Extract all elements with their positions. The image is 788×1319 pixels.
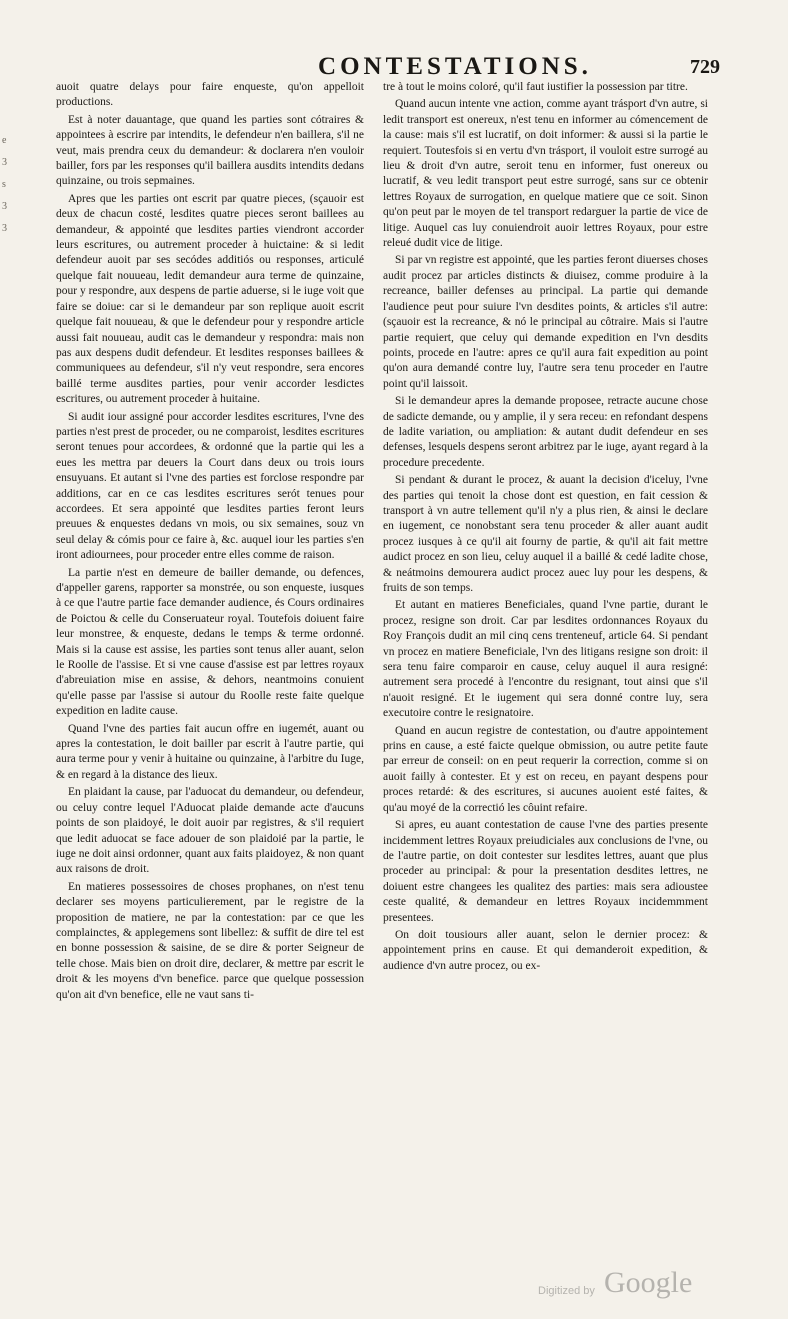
paragraph: La partie n'est en demeure de bailler demande, ou defences, d'appeller garens, rapporter sa monstrée, ou son enqueste, iusques à ce que l'autre partie face demander audience, és Cours ordinaires de Poictou & celle du Conseruateur royal. Toutefois doiuent faire leur monstree, & enqueste, dedans le temps & terme ordonné. Mais si la cause est assise, les parties sont tenus aller auant, selon le Roolle de l'assise. Et si vne cause d'assise est par lettres royaux d'abreuiation mise en assise, & dehors, neantmoins conuient qu'elle passe par l'assise si autour du Roolle reste faite quelque expedition en ladite cause.: [56, 566, 364, 718]
paragraph: auoit quatre delays pour faire enqueste, qu'on appelloit productions.: [56, 81, 364, 109]
right-column: [383, 80, 708, 976]
digitized-watermark: [538, 1266, 708, 1306]
paragraph: En matieres possessoires de choses prophanes, on n'est tenu declarer ses moyens particulierement, par le registre de la proposition de matiere, ne par la contestation: par ce que les complainctes, & applegemens sont libellez: & suffit de dire tel est en bonne possession & saisine, de se dire & porter Seigneur de telle chose. Mais bien on droit dire, declarer, & mettre par escrit le droit & les moyens d'vn benefice. parce que quelque possession qu'on ait d'vn benefice, elle ne vaut sans ti-: [56, 880, 364, 1001]
paragraph: Si par vn registre est appointé, que les parties feront diuerses choses audit procez par articles distincts & diuisez, comme produire à la recreance, bailler defenses au principal. La partie qui demande l'audience peut pour suiure l'vn desdites points, & articles s'il autre: (sçauoir est la recreance, & nó le principal au côtraire. Mais si l'autre partie requiert, que celuy qui demande expedition en l'vn desdits points, procede en l'autre: apres ce qu'il aura fait expedition au point qu'on aura demandé contre luy, l'autre sera tenu proceder en l'autre point qu'il laissoit.: [383, 254, 708, 390]
margin-mark: e: [2, 135, 7, 146]
watermark-prefix: Digitized by: [538, 1285, 595, 1297]
margin-mark: s: [2, 179, 6, 190]
left-column: [56, 80, 364, 1005]
page-number: 729: [690, 56, 720, 78]
page-header: [240, 52, 720, 82]
paragraph: Et autant en matieres Beneficiales, quand l'vne partie, durant le procez, resigne son droit. Car par lesdites ordonnances Royaux du Roy François dudit an mil cinq cens trenteneuf, article 64. Si pendant vn procez en matiere Beneficiale, l'vn des litigans resigne son droit: il sera tenu faire comparoir en cause, celuy auquel il aura resigné: autrement sera procedé à l'encontre du resignant, tout ainsi que s'il n'auoit resigné. Et le iugement qui sera donné contre luy, sera executoire contre le resignatoire.: [383, 599, 708, 720]
running-title: CONTESTATIONS.: [318, 53, 592, 80]
paragraph: Si le demandeur apres la demande proposee, retracte aucune chose de sadicte demande, ou y amplie, il y sera receu: en refondant despens de ladite variation, ou ampliation: & autant dudit defendeur en ses defenses, lesquels despens seront arbitrez par le iuge, ayant regard à la procedure precedente.: [383, 395, 708, 469]
paragraph: En plaidant la cause, par l'aduocat du demandeur, ou defendeur, ou celuy contre lequel l'Aduocat plaide demande acte d'aucuns points de son plaidoyé, le doit auoir par registres, & s'il requiert que ledit aduocat se face adouer de son plaidoié par la partie, le iuge ne doit ainsi ordonner, quant aux faits plaidoyez, & non quant aux raisons de droit.: [56, 786, 364, 876]
margin-mark: 3: [2, 223, 7, 234]
google-logo: Google: [604, 1266, 693, 1299]
margin-marks: [2, 130, 16, 240]
paragraph: On doit tousiours aller auant, selon le dernier procez: & appointement prins en cause. Et qui demanderoit expedition, & audience d'vn autre procez, ou ex-: [383, 928, 708, 972]
paragraph: Quand en aucun registre de contestation, ou d'autre appointement prins en cause, a esté faicte quelque obmission, ou autre petite faute par erreur de conseil: on en peut requerir la correction, comme si on auoit failly à contester. Et y est on receu, en payant despens pour proces retardé: & des escritures, si aucunes auoient esté faites, & qu'au moyé de la correctió les côuint refaire.: [383, 724, 708, 814]
paragraph: Si apres, eu auant contestation de cause l'vne des parties presente incidemment lettres Royaux preiudiciales aux conclusions de l'vne, ou de l'autre partie, on doit contester sur lesdites lettres, auant que plus proceder au principal: & pour la presentation desdites lettres, ne doiuent estre changees les qualitez des parties: mais sera adioustee ceste qualité, & demandeur en lettres Royaux incidemmment presentees.: [383, 819, 708, 924]
paragraph: tre à tout le moins coloré, qu'il faut iustifier la possession par titre.: [383, 81, 688, 93]
margin-mark: 3: [2, 201, 7, 212]
paragraph: Quand l'vne des parties fait aucun offre en iugemét, auant ou apres la contestation, le doit bailler par escrit à l'autre partie, qui aura terme pour y venir à huitaine ou quinzaine, à l'arbitre du Iuge, & en regard à la distance des lieux.: [56, 722, 364, 781]
paragraph: Quand aucun intente vne action, comme ayant trásport d'vn autre, si ledit transport est onereux, n'est tenu en informer au cómencement de la cause: mais s'il est lucratif, on doit informer: & aussi si la partie le requiert. Toutesfois si en vertu d'vn trásport, il vouloit estre surrogé au lieu & droit d'vn autre, seroit tenu en informer, fust onereux ou lucratif, & veu ledit transport peut estre surrogé, sans sur ce obtenir lettres Royaux de surrogation, en quelque matiere que ce soit. Sinon qu'on peut par le moyen de tel transport redarguer la partie de vice de litige. Auquel cas luy conuiendroit auoir lettres Royaux, pour estre releué dudit vice de litige.: [383, 98, 708, 250]
paragraph: Si pendant & durant le procez, & auant la decision d'iceluy, l'vne des parties qui tenoit la chose dont est question, en fait cession & transport à vn autre tellement qu'il n'y a plus rien, & ainsi le declare en iugement, ce nonobstant sera tenu proceder & aller auant audit procez iusques à ce qu'il ait fourny de partie, & qu'il ait fait mettre audict procez en son lieu, celuy auquel il a baillé & cedé ladite chose, & neátmoins demourera audict procez auec luy pour les despens, & fruits de son temps.: [383, 474, 708, 594]
paragraph: Si audit iour assigné pour accorder lesdites escritures, l'vne des parties n'est prest de proceder, ou ne comparoist, lesdites escritures seront tenues pour accordees, & ordonné que la partie qui les a eues les mettra par deuers la Court dans deux ou trois iours ensuyuans. Et autant si l'vne des parties est forclose respondre par additions, car en ce cas lesdites escritures serót tenues pour accordees. Et sera appointé que lesdites parties feront leurs preuues & enquestes dedans vn mois, ou six semaines, souz vn seul delay & cómis pour ce faire à, &c. auquel iour les parties s'en iront adiournees, pour proceder entre elles comme de raison.: [56, 410, 364, 562]
paragraph: Apres que les parties ont escrit par quatre pieces, (sçauoir est deux de chacun costé, lesdites quatre pieces seront baillees au demandeur, & appointé que lesdites parties viendront accorder leurs escritures, ou autrement proceder à huictaine: & si ledit defendeur auoit par ses secódes additiós ou responses, articulé quelque fait nouueau, ledit demandeur aura terme de quinzaine, pour y respondre, aux despens de partie aduerse, si le iuge voit que faire se doiue: car si le demandeur par son replique auoit escrit quelque fait nouueau, & que le defendeur pour y respondre article aussi fait nouueau, audit cas le demandeur y respondra: mais non pas aux despens dudit defendeur. Et lesdites responses baillees & communiquees au defendeur, s'il n'y veut respondre, sera encores baillé terme ausdites parties, pour venir accorder lesdictes escritures, ou autrement proceder à huitaine.: [56, 192, 364, 406]
paragraph: Est à noter dauantage, que quand les parties sont cótraires & appointees à escrire par intendits, le defendeur n'en baillera, s'il ne veut, mais prendra ceux du demandeur: & doclarera n'en vouloir bailler, fors par les responses qu'il baillera ausdits intendits dedans quinzaine, ou trois sepmaines.: [56, 113, 364, 188]
margin-mark: 3: [2, 157, 7, 168]
